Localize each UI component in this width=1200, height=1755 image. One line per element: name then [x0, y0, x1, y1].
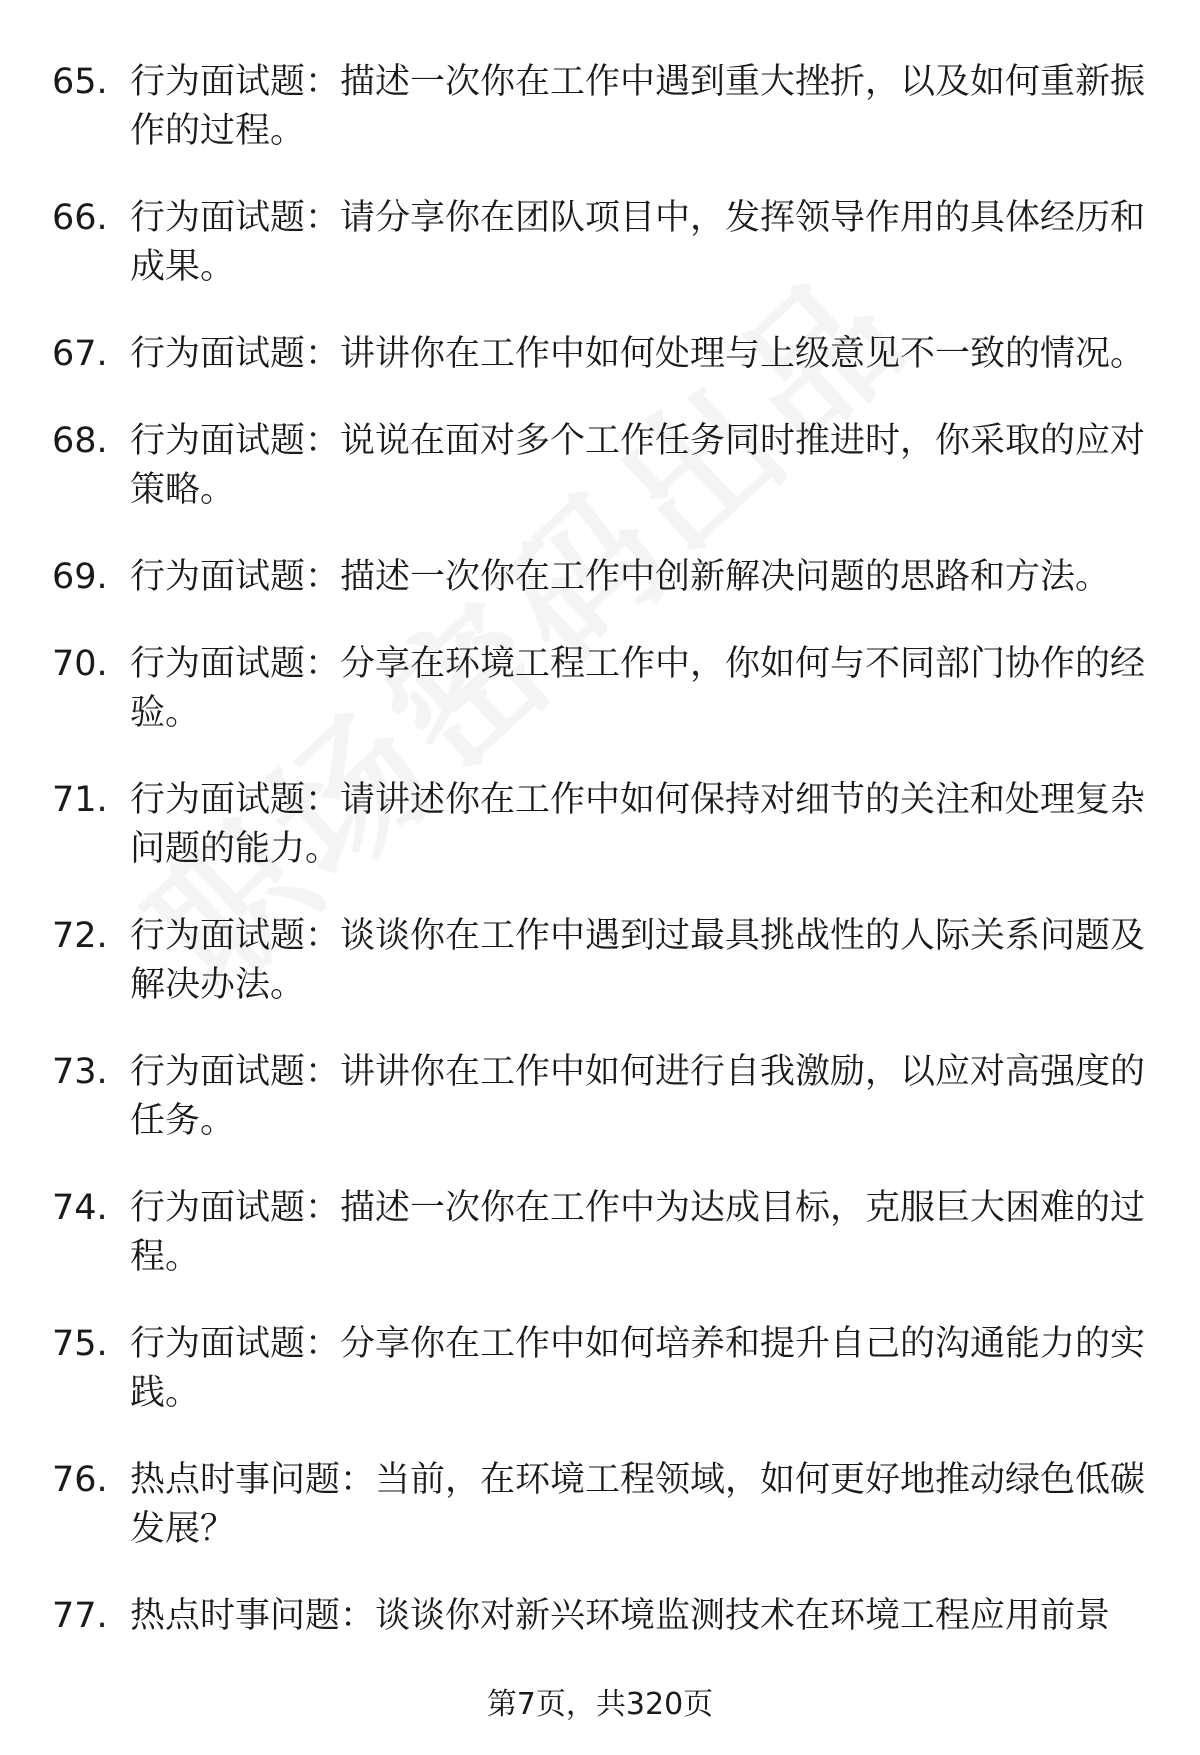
question-number: 76.	[52, 1460, 108, 1500]
list-item	[52, 1184, 1152, 1282]
question-text: 行为面试题：说说在面对多个工作任务同时推进时，你采取的应对策略。	[130, 421, 1146, 510]
question-text: 行为面试题：分享你在工作中如何培养和提升自己的沟通能力的实践。	[130, 1324, 1146, 1413]
question-text: 行为面试题：讲讲你在工作中如何进行自我激励，以应对高强度的任务。	[130, 1052, 1146, 1141]
list-item	[52, 640, 1152, 738]
list-item	[52, 330, 1152, 379]
question-number: 66.	[52, 198, 108, 238]
question-text: 行为面试题：描述一次你在工作中创新解决问题的思路和方法。	[130, 557, 1111, 597]
question-number: 73.	[52, 1052, 108, 1092]
question-text: 行为面试题：讲讲你在工作中如何处理与上级意见不一致的情况。	[130, 334, 1146, 374]
question-text: 行为面试题：描述一次你在工作中为达成目标，克服巨大困难的过程。	[130, 1188, 1146, 1277]
question-number: 71.	[52, 780, 108, 820]
list-item	[52, 58, 1152, 156]
question-text: 行为面试题：谈谈你在工作中遇到过最具挑战性的人际关系问题及解决办法。	[130, 916, 1146, 1005]
question-text: 热点时事问题：谈谈你对新兴环境监测技术在环境工程应用前景	[130, 1596, 1111, 1636]
question-number: 70.	[52, 644, 108, 684]
list-item	[52, 912, 1152, 1010]
question-number: 77.	[52, 1596, 108, 1636]
question-number: 65.	[52, 62, 108, 102]
question-text: 热点时事问题：当前，在环境工程领域，如何更好地推动绿色低碳发展？	[130, 1460, 1146, 1549]
question-number: 68.	[52, 421, 108, 461]
list-item	[52, 553, 1152, 602]
question-number: 72.	[52, 916, 108, 956]
question-number: 74.	[52, 1188, 108, 1228]
page-footer	[0, 1685, 1200, 1725]
list-item	[52, 1456, 1152, 1554]
list-item	[52, 194, 1152, 292]
question-text: 行为面试题：请分享你在团队项目中，发挥领导作用的具体经历和成果。	[130, 198, 1146, 287]
list-item	[52, 776, 1152, 874]
question-text: 行为面试题：描述一次你在工作中遇到重大挫折，以及如何重新振作的过程。	[130, 62, 1146, 151]
list-item	[52, 1320, 1152, 1418]
list-item	[52, 1592, 1152, 1641]
question-number: 67.	[52, 334, 108, 374]
question-text: 行为面试题：分享在环境工程工作中，你如何与不同部门协作的经验。	[130, 644, 1146, 733]
page-number-label: 第7页，共320页	[486, 1687, 714, 1722]
list-item	[52, 417, 1152, 515]
question-list	[52, 58, 1152, 1679]
question-number: 69.	[52, 557, 108, 597]
list-item	[52, 1048, 1152, 1146]
question-number: 75.	[52, 1324, 108, 1364]
question-text: 行为面试题：请讲述你在工作中如何保持对细节的关注和处理复杂问题的能力。	[130, 780, 1146, 869]
